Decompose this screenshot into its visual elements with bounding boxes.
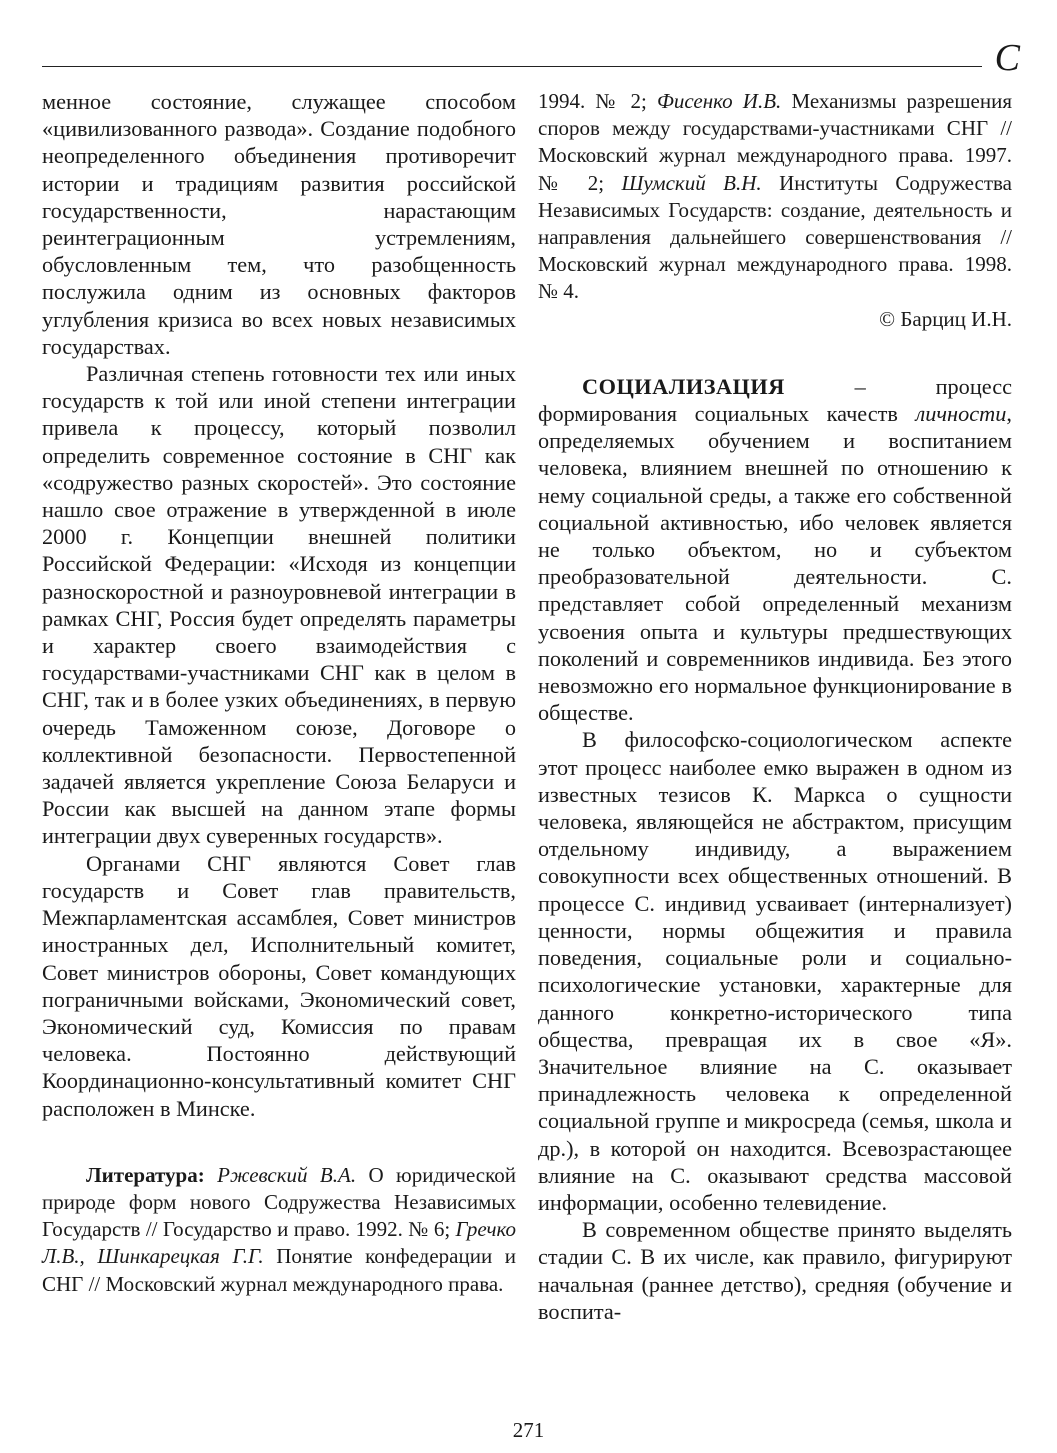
page-header — [42, 37, 1020, 80]
header-rule — [42, 66, 982, 67]
section-letter: С — [994, 37, 1020, 79]
cross-reference-link[interactable]: личности — [915, 401, 1007, 427]
lit-author: Шумский В.Н. — [621, 170, 762, 195]
definition-text: – процесс формирования социальных качеств — [538, 373, 1012, 427]
lit-author: Ржевский В.А. — [217, 1162, 357, 1187]
lit-text: Понятие конфедерации и СНГ // Московский журнал международного права. — [42, 1244, 516, 1296]
literature-block — [42, 1162, 516, 1298]
lit-author: Фисенко И.В. — [656, 89, 782, 113]
entry-term: СОЦИАЛИЗАЦИЯ — [582, 373, 785, 399]
paragraph-philosophical: В философско-социологическом аспекте этот процесс наиболее емко выражен в одном из известных тезисов К. Маркса о сущности человека, являющейся не абстрактом, присущим отдельному индивиду, а выражением совокупности всех общественных отношений. В процессе С. индивид усваивает (интернализует) ценности, нормы общежития и правила поведения, социальные роли и социально-психологические установки, характерные для данного конкретно-исторического типа общества, превращая их в свое «Я». Значительное влияние на С. оказывает принадлежность человека к определенной социальной группе и микросреда (семья, школа и др.), в которой он находится. Всевозрастающее влияние на С. оказывают средства массовой информации, особенно телевидение. — [538, 727, 1012, 1215]
page-number: 271 — [512, 1418, 545, 1442]
literature-label: Литература: — [86, 1162, 205, 1187]
paragraph-cis-bodies: Органами СНГ являются Совет глав государств и Совет глав правительств, Межпарламентская ассамблея, Совет министров иностранных дел, Исполнительный комитет, Совет министров обороны, Совет командующих пограничными войсками, Экономический совет, Экономический суд, Комиссия по правам человека. Постоянно действующий Координационно-консультативный комитет СНГ расположен в Минске. — [42, 850, 516, 1121]
author-copyright: © Барциц И.Н. — [879, 306, 1012, 331]
lit-author: Гречко Л.В., Шинкарецкая Г.Г. — [42, 1217, 516, 1269]
lit-text: Механизмы разрешения споров между государствами-участниками СНГ // Московский журнал международного права. 1997. № 2; — [538, 89, 1013, 195]
definition-text: , определяемых обучением и воспитанием человека, влиянием внешней по отношению к нему социальной среды, а также его собственной социальной активностью, ибо человек является не только объектом, но и субъектом преобразовательной деятельности. С. представляет собой определенный механизм усвоения опыта и культуры предшествующих поколений и современников индивида. Без этого невозможно его нормальное функционирование в обществе. — [538, 401, 1012, 726]
right-column — [538, 88, 1012, 1325]
entry-definition — [538, 373, 1012, 727]
paragraph-stages: В современном обществе принято выделять стадии С. В их числе, как правило, фигурируют начальная (раннее детство), средняя (обучение и воспита- — [538, 1217, 1012, 1324]
lit-text: О юридической природе форм нового Содружества Независимых Государств // Государство и право. 1992. № 6; — [42, 1162, 517, 1242]
literature-continuation — [538, 88, 1012, 306]
lit-text: 1994. № 2; — [538, 89, 657, 113]
paragraph-continuation: менное состояние, служащее способом «цивилизованного развода». Создание подобного неопределенного объединения противоречит истории и традициям развития российской государственности, нарастающим реинтеграционным устремлениям, обусловленным тем, что разобщенность послужила одним из основных факторов углубления кризиса во всех новых независимых государствах. — [42, 89, 516, 359]
paragraph-integration-speeds: Различная степень готовности тех или иных государств к той или иной степени интеграции привела к процессу, который позволил определить современное состояние в СНГ как «содружество разных скоростей». Это состояние нашло свое отражение в утвержденной в июле 2000 г. Концепции внешней политики Российской Федерации: «Исходя из концепции разноскоростной и разноуровневой интеграции в рамках СНГ, Россия будет определять параметры и характер своего взаимодействия с государствами-участниками СНГ как в целом в СНГ, так и в более узких объединениях, в первую очередь Таможенном союзе, Договоре о коллективной безопасности. Первостепенной задачей является укрепление Союза Беларуси и России как высшей на данном этапе формы интеграции двух суверенных государств». — [42, 361, 516, 849]
lit-text: Институты Содружества Независимых Государств: создание, деятельность и направления дальнейшего совершенствования // Московский журнал международного права. 1998. № 4. — [538, 170, 1012, 304]
left-column — [42, 88, 516, 1298]
